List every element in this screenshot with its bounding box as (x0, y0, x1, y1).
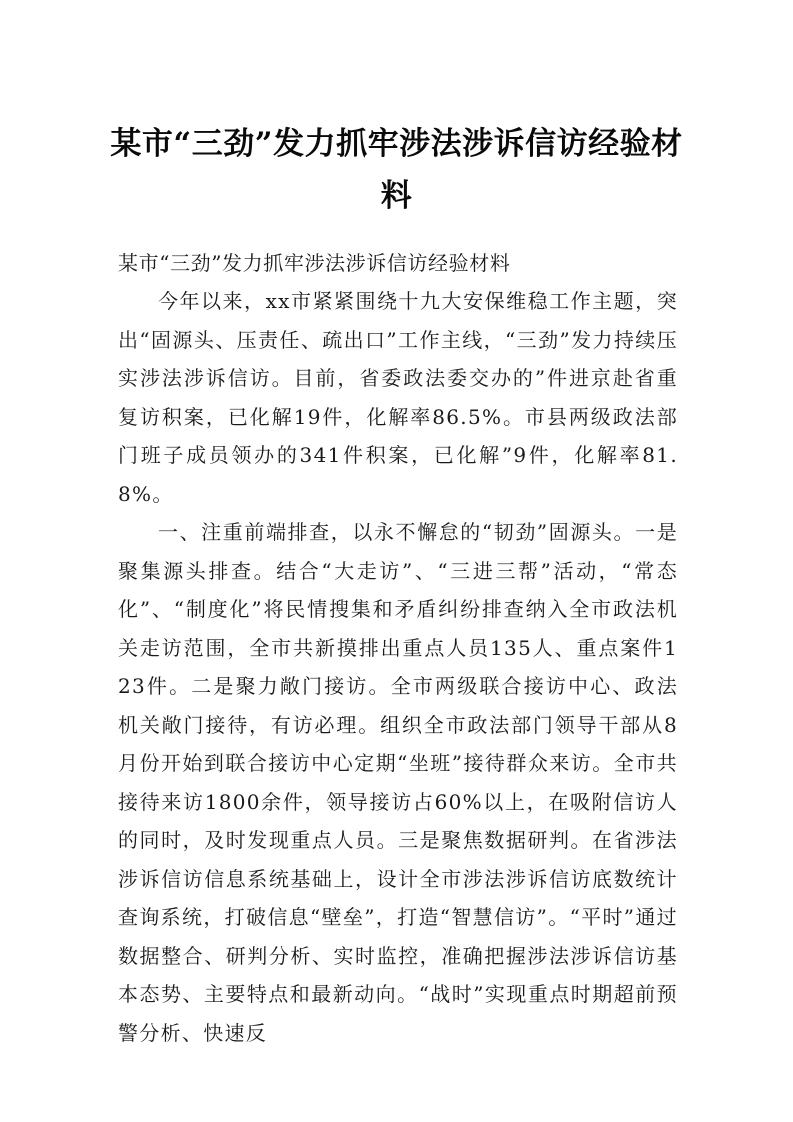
paragraph-intro: 今年以来，xx市紧紧围绕十九大安保维稳工作主题，突出“固源头、压责任、疏出口”工作主线，“三劲”发力持续压实涉法涉诉信访。目前，省委政法委交办的”件进京赴省重复访积案，已化解19件，化解率86.5%。市县两级政法部门班子成员领办的341件积案，已化解”9件，化解率81.8%。 (118, 289, 678, 506)
document-subtitle: 某市“三劲”发力抓牢涉法涉诉信访经验材料 (118, 251, 511, 275)
document-title: 某市“三劲”发力抓牢涉法涉诉信访经验材料 (110, 126, 683, 214)
document-body (118, 244, 678, 1052)
paragraph-section-1: 一、注重前端排查，以永不懈怠的“韧劲”固源头。一是聚集源头排查。结合“大走访”、“三进三帮”活动，“常态化”、“制度化”将民情搜集和矛盾纠纷排查纳入全市政法机关走访范围，全市共新摸排出重点人员135人、重点案件123件。二是聚力敞门接访。全市两级联合接访中心、政法机关敞门接待，有访必理。组织全市政法部门领导干部从8月份开始到联合接访中心定期“坐班”接待群众来访。全市共接待来访1800余件，领导接访占60%以上，在吸附信访人的同时，及时发现重点人员。三是聚焦数据研判。在省涉法涉诉信访信息系统基础上，设计全市涉法涉诉信访底数统计查询系统，打破信息“壁垒”，打造“智慧信访”。“平时”通过数据整合、研判分析、实时监控，准确把握涉法涉诉信访基本态势、主要特点和最新动向。“战时”实现重点时期超前预警分析、快速反 (118, 520, 678, 1045)
